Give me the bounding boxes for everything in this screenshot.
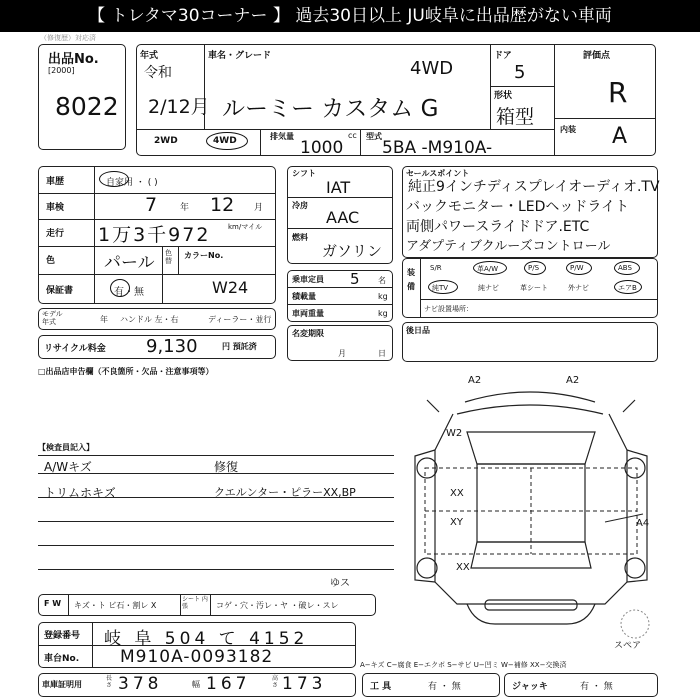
jack-value: 有 ・ 無 xyxy=(580,682,613,692)
dealer: ディーラー・並行 xyxy=(208,315,272,324)
warranty-label: 保証書 xyxy=(46,286,74,296)
model-value: 5BA -M910A- xyxy=(382,138,493,158)
load-unit: kg xyxy=(378,292,388,301)
color-value: パール xyxy=(104,253,155,273)
displacement-label: 排気量 xyxy=(270,132,294,141)
inspector-label: 【検査員記入】 xyxy=(38,443,94,452)
fw-label: F W xyxy=(44,599,62,608)
cert-width-label: 幅 xyxy=(192,680,200,689)
shift-label: シフト xyxy=(292,169,316,178)
displacement-value: 1000 xyxy=(300,138,344,158)
lot-number: 8022 xyxy=(55,92,119,121)
color-code-label: カラーNo. xyxy=(184,251,224,260)
legend: A−キズ C−腐食 E−エクボ S−サビ U−凹ミ W−補修 XX−交換済 xyxy=(360,661,567,669)
history-value: 自家用 ・ ( ) xyxy=(106,178,158,188)
equip-abs: ABS xyxy=(618,264,632,272)
mark-wus: ゆス xyxy=(330,578,350,589)
exhibitor-note: □出品店申告欄（不良箇所・欠品・注意事項等） xyxy=(38,367,214,376)
equip-sr: S/R xyxy=(430,264,442,272)
other-label: 後日品 xyxy=(406,326,430,335)
equip-ps: P/S xyxy=(528,264,540,272)
mileage-label: 走行 xyxy=(46,229,65,239)
equip-navi: 純ナビ xyxy=(478,284,499,292)
year-era: 令和 xyxy=(144,65,172,81)
seat-items: コゲ・穴・汚レ・ヤ ・破レ・スレ xyxy=(216,601,339,610)
equipment-label: 装備 xyxy=(407,268,415,291)
lot-label: 出品No. xyxy=(48,52,99,67)
load-label: 積載量 xyxy=(292,292,316,301)
registration-value: 岐 阜 504 て 4152 xyxy=(104,629,309,649)
mark-w2: W2 xyxy=(446,428,463,439)
model-label: 型式 xyxy=(366,132,382,141)
interior-label: 内装 xyxy=(560,125,576,134)
year-value: 2/12月 xyxy=(148,96,210,118)
equip-seat: 革シート xyxy=(520,284,548,292)
handle: ハンドル 左・右 xyxy=(120,315,179,324)
inspection-year-unit: 年 xyxy=(180,203,190,213)
car-diagram xyxy=(395,372,667,640)
ac-label: 冷房 xyxy=(292,201,308,210)
doors-value: 5 xyxy=(514,62,526,83)
chassis-value: M910A-0093182 xyxy=(120,647,274,667)
mark-a4: A4 xyxy=(636,518,650,529)
mark-xy: XY xyxy=(450,517,463,528)
color-change-label: 色替 xyxy=(165,249,172,265)
inspection-month: 12 xyxy=(210,194,235,216)
recycle-label: リサイクル料金 xyxy=(44,344,106,354)
cert-height-value: 173 xyxy=(282,674,327,694)
lot-year-tag: [2000] xyxy=(48,66,75,75)
mark-xx: XX xyxy=(450,488,464,499)
weight-unit: kg xyxy=(378,309,388,318)
weight-label: 車両重量 xyxy=(292,309,324,318)
cert-length-label: 長さ xyxy=(106,675,113,689)
equip-pw: P/W xyxy=(570,264,584,272)
sales-line-1: 純正9インチディスプレイオーディオ.TV xyxy=(408,179,660,195)
car-name-label: 車名・グレード xyxy=(208,51,272,61)
tools-value: 有 ・ 無 xyxy=(428,682,461,692)
cert-height-label: 高さ xyxy=(272,675,279,689)
drive-4wd: 4WD xyxy=(213,136,237,146)
other-box xyxy=(402,322,658,362)
history-label: 車歴 xyxy=(46,177,65,187)
interior-value: A xyxy=(612,124,628,149)
sales-points-label: セールスポイント xyxy=(406,169,470,178)
year-label: 年式 xyxy=(140,51,159,61)
equip-airbag: エアB xyxy=(618,284,637,292)
shape-value: 箱型 xyxy=(496,106,535,128)
inspection-month-unit: 月 xyxy=(254,203,264,213)
warranty-value: 有・無 xyxy=(114,287,144,298)
jack-label: ジャッキ xyxy=(512,682,548,692)
registration-label: 登録番号 xyxy=(44,631,81,641)
inspection-year: 7 xyxy=(145,194,158,216)
fuel-label: 燃料 xyxy=(292,233,308,242)
fw-items: キズ・ト ビ石・割レ X xyxy=(74,601,157,610)
name-change-label: 名変期限 xyxy=(292,329,324,338)
mileage-unit: km/マイル xyxy=(228,223,263,231)
equip-tv: 純TV xyxy=(432,284,449,292)
mileage-value: 1万3千972 xyxy=(98,224,211,246)
mark-a2-right: A2 xyxy=(566,375,580,386)
cert-label: 車庫証明用 xyxy=(42,680,82,689)
inspector-right-1: 修復 xyxy=(214,460,239,474)
inspector-left-2: トリムホキズ xyxy=(44,486,116,500)
ac-value: AAC xyxy=(326,208,360,227)
mark-a2-left: A2 xyxy=(468,375,482,386)
score-value: R xyxy=(608,76,628,109)
recycle-value: 9,130 xyxy=(146,336,198,357)
color-code-value: W24 xyxy=(212,278,249,297)
equip-aw: 革A/W xyxy=(477,265,499,273)
cert-width-value: 167 xyxy=(206,674,251,694)
shape-label: 形状 xyxy=(494,91,513,101)
sales-line-4: アダプティブクルーズコントロール xyxy=(406,239,611,254)
drive-2wd: 2WD xyxy=(154,136,178,146)
capacity-label: 乗車定員 xyxy=(292,275,324,284)
shift-value: IAT xyxy=(326,178,351,197)
tools-label: 工 具 xyxy=(370,682,392,692)
car-name: ルーミー カスタム G xyxy=(222,96,439,122)
mark-xx-rear: XX xyxy=(456,562,470,573)
inspection-label: 車検 xyxy=(46,203,65,213)
header-note: （修復歴）対応済 xyxy=(40,34,96,42)
chassis-label: 車台No. xyxy=(44,654,80,664)
name-change-day: 日 xyxy=(378,349,386,358)
color-label: 色 xyxy=(46,256,56,266)
doors-label: ドア xyxy=(494,51,512,61)
score-label: 評価点 xyxy=(583,51,611,61)
capacity-value: 5 xyxy=(350,270,360,288)
inspector-left-1: A/Wキズ xyxy=(44,460,92,474)
capacity-unit: 名 xyxy=(378,276,386,285)
sales-line-2: バックモニター・LEDヘッドライト xyxy=(406,199,630,215)
sales-line-3: 両側パワースライドドア.ETC xyxy=(406,219,590,235)
name-change-month: 月 xyxy=(338,349,346,358)
recycle-unit: 円 預託済 xyxy=(222,342,257,351)
model-year-unit: 年 xyxy=(100,315,108,324)
cert-length-value: 378 xyxy=(118,674,163,694)
displacement-unit: cc xyxy=(348,131,357,140)
fuel-value: ガソリン xyxy=(322,242,383,260)
inspector-right-2: クエルンター・ピラーXX,BP xyxy=(214,486,356,499)
equip-ext-navi: 外ナビ xyxy=(568,284,589,292)
seat-label: シート 内 張 xyxy=(182,596,208,610)
navi-location-label: ナビ設置場所： xyxy=(424,305,473,313)
car-drive: 4WD xyxy=(410,58,454,79)
banner: 【 トレタマ30コーナー 】 過去30日以上 JU岐阜に出品歴がない車両 xyxy=(0,0,700,32)
model-year-label: モデル年式 xyxy=(42,310,63,326)
spare-label: スペア xyxy=(614,641,642,651)
